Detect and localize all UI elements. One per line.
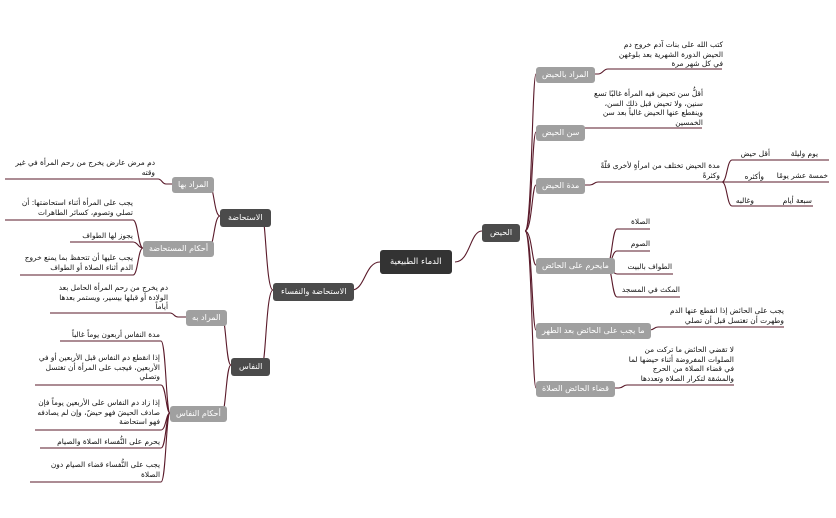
hayd-mudda-text: مدة الحيض تختلف من امرأةٍ لأخرى قلّةً وكثرةً: [600, 161, 720, 180]
connector-tuhr-leaf: [642, 327, 784, 330]
istihada-ahkam-item-2: يجوز لها الطواف: [82, 231, 133, 240]
nifas-ahkam-item-4: يحرم على النُّفساء الصلاة والصيام: [57, 437, 160, 446]
nifas-murad-node[interactable]: المراد به: [186, 310, 227, 326]
connector-root-istinifas: [352, 262, 380, 290]
istihada-ahkam-item-3: يجب عليها أن تتحفظ بما يمنع خروج الدم أثناء الصلاة أو الطواف: [24, 253, 133, 272]
istihada-node[interactable]: الاستحاضة: [220, 209, 271, 227]
nifas-ahkam-item-5: يجب على النُّفساء قضاء الصيام دون الصلاة: [50, 460, 160, 479]
hayd-tuhr-text: يجب على الحائض إذا انقطع عنها الدم وطهرت أن تغتسل قبل أن تصلي: [670, 306, 784, 325]
hayd-mudda-node[interactable]: مدة الحيض: [536, 178, 585, 194]
hayd-node[interactable]: الحيض: [482, 224, 520, 242]
hayd-qada-text: لا تقضي الحائض ما تركت من الصلوات المفروضة أثناء حيضها لما في قضاء الصلاة من الحرج والمشقة لتكرار الصلاة وتعددها: [628, 345, 734, 383]
istihada-ahkam-item-1: يجب على المرأة أثناء استحاضتها: أن تصلي وتصوم، كسائر الطاهرات: [21, 198, 133, 217]
mudda-row-1-label: أقل حيض: [740, 149, 770, 158]
mudda-row-2-label: وأكثره: [744, 172, 764, 181]
nifas-ahkam-item-1: مدة النفاس أربعون يوماً غالباً: [71, 330, 160, 339]
nifas-ahkam-item-2: إذا انقطع دم النفاس قبل الأربعين أو في الأربعين، فيجب على المرأة أن تغتسل وتصلي: [38, 353, 160, 382]
haram-item-tawaf: الطواف بالبيت: [627, 262, 672, 271]
hayd-tuhr-node[interactable]: ما يجب على الحائض بعد الطهر: [536, 323, 651, 339]
hayd-sin-node[interactable]: سن الحيض: [536, 125, 585, 141]
istihada-murad-node[interactable]: المراد بها: [172, 177, 214, 193]
mudda-row-1-value: يوم وليلة: [790, 149, 818, 158]
connector-root-hayd: [455, 231, 482, 262]
connector-istinifas-istihada: [262, 216, 273, 290]
mudda-row-3-label: وغالبه: [735, 196, 754, 205]
istihada-ahkam-node[interactable]: أحكام المستحاضة: [143, 241, 214, 257]
connector-murad-leaf: [589, 69, 722, 74]
hayd-qada-node[interactable]: قضاء الحائض الصلاة: [536, 381, 615, 397]
connector-qada-leaf: [610, 385, 734, 388]
connector-istinifas-nifas: [262, 290, 273, 365]
nifas-node[interactable]: النفاس: [231, 358, 270, 376]
mudda-row-2-value: خمسة عشر يومًا: [776, 171, 828, 180]
nifas-murad-text: دم يخرج من رحم المرأة الحامل بعد الولادة أو قبلها بيسير، ويستمر بعدها أياماً: [58, 283, 168, 312]
connector-hayd-murad: [525, 74, 536, 231]
hayd-murad-text: كتب الله على بنات آدم خروج دم الحيض الدورة الشهرية بعد بلوغهن في كل شهر مرة: [618, 40, 723, 69]
haram-item-salah: الصلاة: [631, 217, 650, 226]
connector-nifas-murad-leaf: [50, 313, 186, 317]
connector-istihada-murad-leaf: [5, 179, 172, 184]
nifas-ahkam-item-3: إذا زاد دم النفاس على الأربعين يوماً فإن صادف الحيضَ فهو حيضٌ، وإن لم يصادفه فهو استحاضة: [37, 398, 160, 427]
hayd-murad-node[interactable]: المراد بالحيض: [536, 67, 595, 83]
hayd-sin-text: أقلُّ سن تحيض فيه المرأة غالبًا تسع سنين، ولا تحيض قبل ذلك السن، وينقطع عنها الحيض غالباً بعد سن الخمسين: [594, 89, 703, 127]
istinifas-node[interactable]: الاستحاضة والنفساء: [273, 283, 354, 301]
connector-sin-leaf: [566, 128, 702, 132]
nifas-ahkam-node[interactable]: أحكام النفاس: [170, 406, 227, 422]
root-node[interactable]: الدماء الطبيعية: [380, 250, 452, 274]
istihada-murad-text: دم مرض عارض يخرج من رحم المرأة في غير وقته: [15, 158, 155, 177]
mudda-row-3-value: سبعة أيام: [782, 196, 812, 205]
connector-mudda-leaf: [581, 182, 722, 185]
connector-hayd-qada: [525, 231, 536, 388]
hayd-haram-node[interactable]: مايحرم على الحائض: [536, 258, 615, 274]
haram-item-masjid: المكث في المسجد: [621, 285, 680, 294]
haram-item-sawm: الصوم: [630, 239, 650, 248]
